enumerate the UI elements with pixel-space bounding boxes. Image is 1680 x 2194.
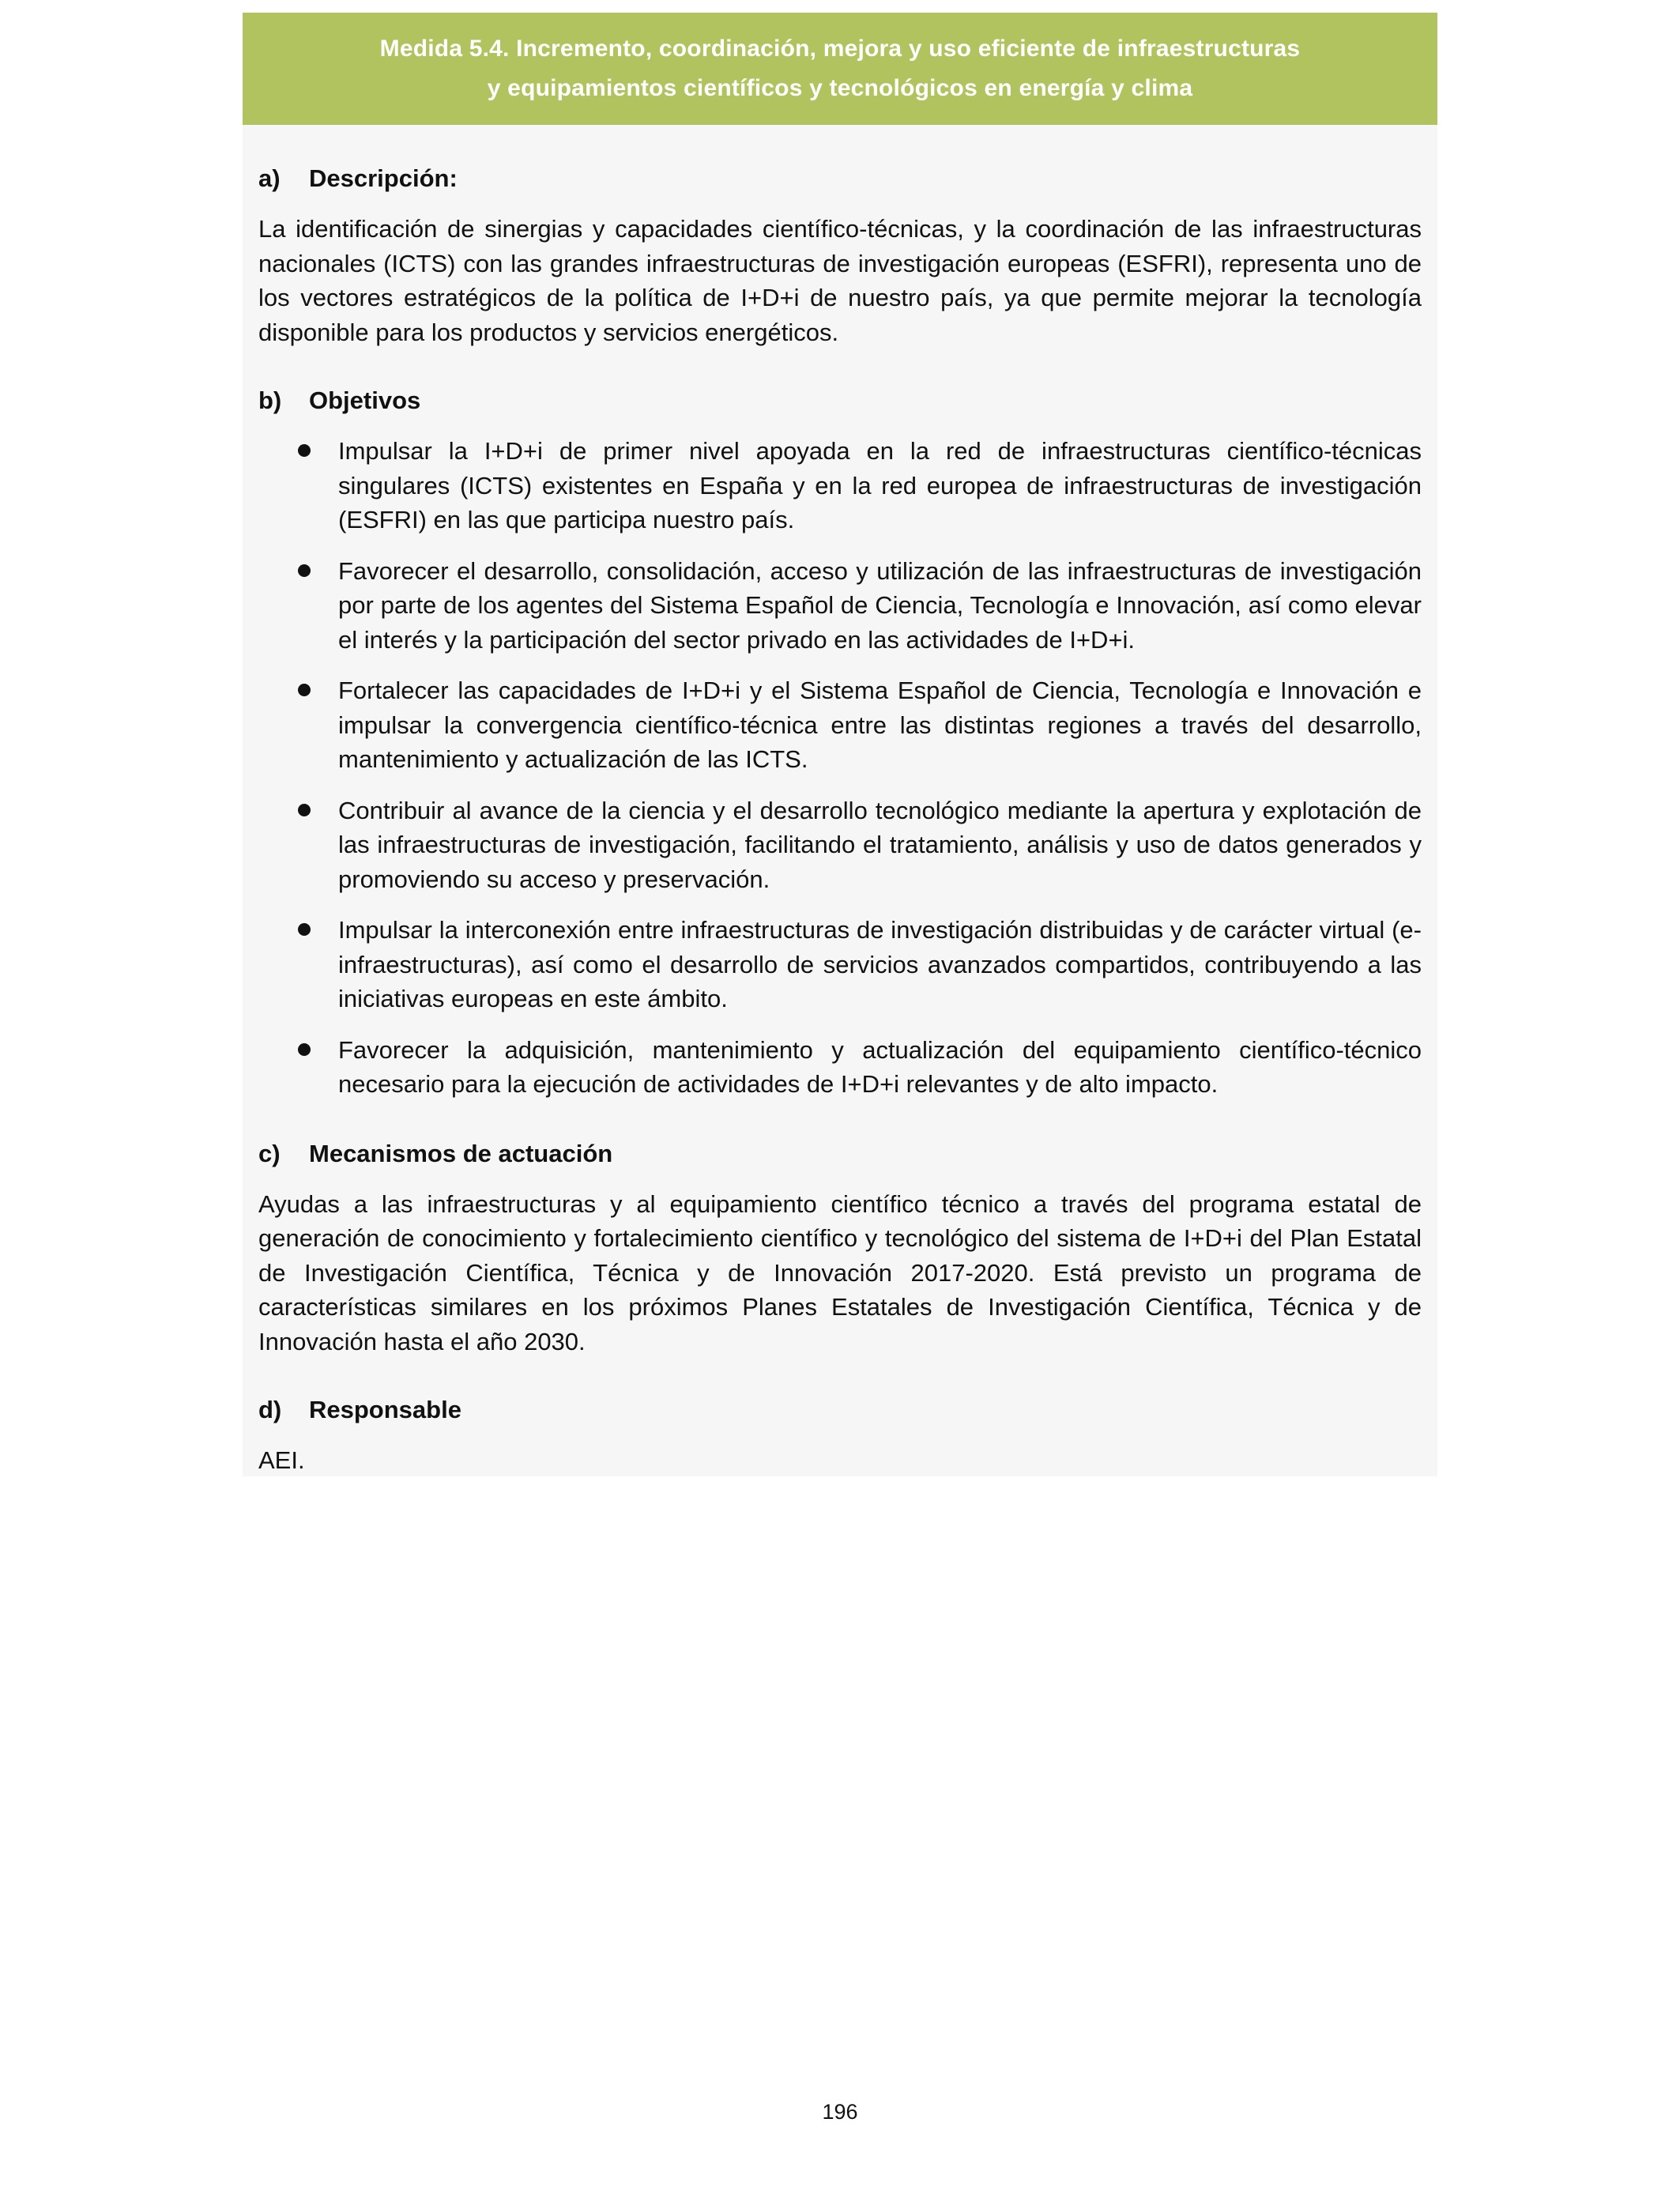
measure-title-line-2: y equipamientos científicos y tecnológicos en energía y clima [487,75,1193,101]
section-letter: b) [258,386,282,414]
bullet-icon [258,673,338,777]
bullet-icon [258,1033,338,1102]
list-item [258,434,1422,537]
list-item-text: Favorecer la adquisición, mantenimiento y actualización del equipamiento científico-técnico necesario para la ejecución de actividades de I+D+i relevantes y de alto impacto. [338,1035,1422,1098]
section-heading-description [258,163,1422,194]
measure-body [243,125,1437,1476]
objectives-list [258,434,1422,1102]
section-title: Descripción: [309,164,458,192]
section-letter: c) [258,1139,281,1167]
bullet-icon [258,554,338,658]
section-letter: d) [258,1396,282,1423]
list-item-text: Fortalecer las capacidades de I+D+i y el Sistema Español de Ciencia, Tecnología e Innovación e impulsar la convergencia científico-técnica entre las distintas regiones a través del desarrollo, mantenimiento y actualización de las ICTS. [338,677,1422,773]
measure-header [243,13,1437,125]
section-heading-responsible [258,1394,1422,1426]
section-title: Objetivos [309,386,421,414]
section-heading-mechanisms [258,1138,1422,1170]
list-item-text: Contribuir al avance de la ciencia y el desarrollo tecnológico mediante la apertura y explotación de las infraestructuras de investigación, facilitando el tratamiento, análisis y uso de datos generados y promoviendo su acceso y preservación. [338,796,1422,893]
mechanisms-paragraph: Ayudas a las infraestructuras y al equipamiento científico técnico a través del programa estatal de generación de conocimiento y fortalecimiento científico y tecnológico del sistema de I+D+i del Plan Estatal de Investigación Científica, Técnica y de Innovación 2017-2020. Está previsto un programa de características similares en los próximos Planes Estatales de Investigación Científica, Técnica y de Innovación hasta el año 2030. [258,1189,1422,1355]
list-item [258,673,1422,777]
section-heading-objectives [258,385,1422,417]
list-item [258,1033,1422,1102]
measure-title-line-1: Medida 5.4. Incremento, coordinación, mejora y uso eficiente de infraestructuras [379,36,1301,62]
list-item [258,554,1422,658]
section-title: Mecanismos de actuación [309,1139,613,1167]
section-title: Responsable [309,1396,461,1423]
bullet-icon [258,794,338,897]
measure-box [243,13,1437,1476]
list-item [258,913,1422,1016]
bullet-icon [258,434,338,537]
page-number: 196 [822,2100,858,2124]
list-item-text: Favorecer el desarrollo, consolidación, acceso y utilización de las infraestructuras de investigación por parte de los agentes del Sistema Español de Ciencia, Tecnología e Innovación, así como elevar el interés y la participación del sector privado en las actividades de I+D+i. [338,556,1422,654]
section-letter: a) [258,164,281,192]
list-item [258,794,1422,897]
list-item-text: Impulsar la I+D+i de primer nivel apoyada en la red de infraestructuras científico-técnicas singulares (ICTS) existentes en España y en la red europea de infraestructuras de investigación (ESFRI) en las que participa nuestro país. [338,437,1422,533]
list-item-text: Impulsar la interconexión entre infraestructuras de investigación distribuidas y de carácter virtual (e-infraestructuras), así como el desarrollo de servicios avanzados compartidos, contribuyendo a las iniciativas europeas en este ámbito. [338,916,1422,1012]
responsible-paragraph: AEI. [258,1446,305,1474]
bullet-icon [258,913,338,1016]
description-paragraph: La identificación de sinergias y capacidades científico-técnicas, y la coordinación de las infraestructuras nacionales (ICTS) con las grandes infraestructuras de investigación europeas (ESFRI), representa uno de los vectores estratégicos de la política de I+D+i de nuestro país, ya que permite mejorar la tecnología disponible para los productos y servicios energéticos. [258,215,1422,346]
